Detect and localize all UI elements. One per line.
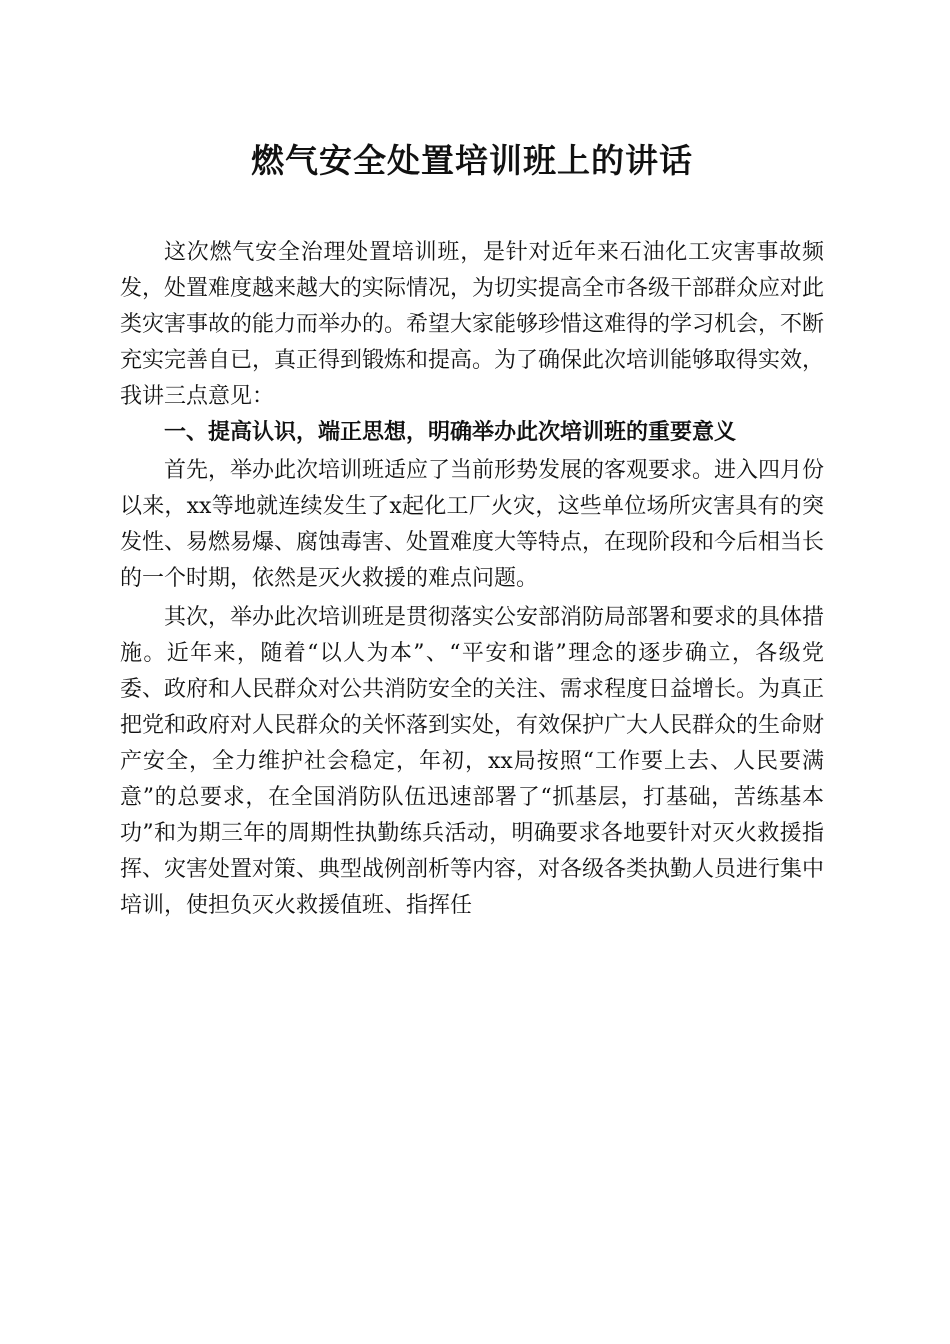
document-title: 燃气安全处置培训班上的讲话 [251, 141, 693, 180]
document-page [120, 136, 824, 924]
section-1-paragraph-1: 首先，举办此次培训班适应了当前形势发展的客观要求。进入四月份以来，xx等地就连续发生了x起化工厂火灾，这些单位场所灾害具有的突发性、易燃易爆、腐蚀毒害、处置难度大等特点，在现阶段和今后相当长的一个时期，依然是灭火救援的难点问题。 [120, 458, 825, 591]
intro-paragraph: 这次燃气安全治理处置培训班，是针对近年来石油化工灾害事故频发，处置难度越来越大的实际情况，为切实提高全市各级干部群众应对此类灾害事故的能力而举办的。希望大家能够珍惜这难得的学习机会，不断充实完善自已，真正得到锻炼和提高。为了确保此次培训能够取得实效，我讲三点意见： [120, 240, 825, 409]
section-1-heading: 一、提高认识，端正思想，明确举办此次培训班的重要意义 [164, 420, 737, 445]
section-1-paragraph-2: 其次，举办此次培训班是贯彻落实公安部消防局部署和要求的具体措施。近年来，随着“以人为本”、“平安和谐”理念的逐步确立，各级党委、政府和人民群众对公共消防安全的关注、需求程度日益增长。为真正把党和政府对人民群众的关怀落到实处，有效保护广大人民群众的生命财产安全，全力维护社会稳定，年初，xx局按照“工作要上去、人民要满意”的总要求，在全国消防队伍迅速部署了“抓基层，打基础，苦练基本功”和为期三年的周期性执勤练兵活动，明确要求各地要针对灭火救援指挥、灾害处置对策、典型战例剖析等内容，对各级各类执勤人员进行集中培训，使担负灭火救援值班、指挥任 [120, 605, 825, 918]
document-body [120, 235, 824, 924]
